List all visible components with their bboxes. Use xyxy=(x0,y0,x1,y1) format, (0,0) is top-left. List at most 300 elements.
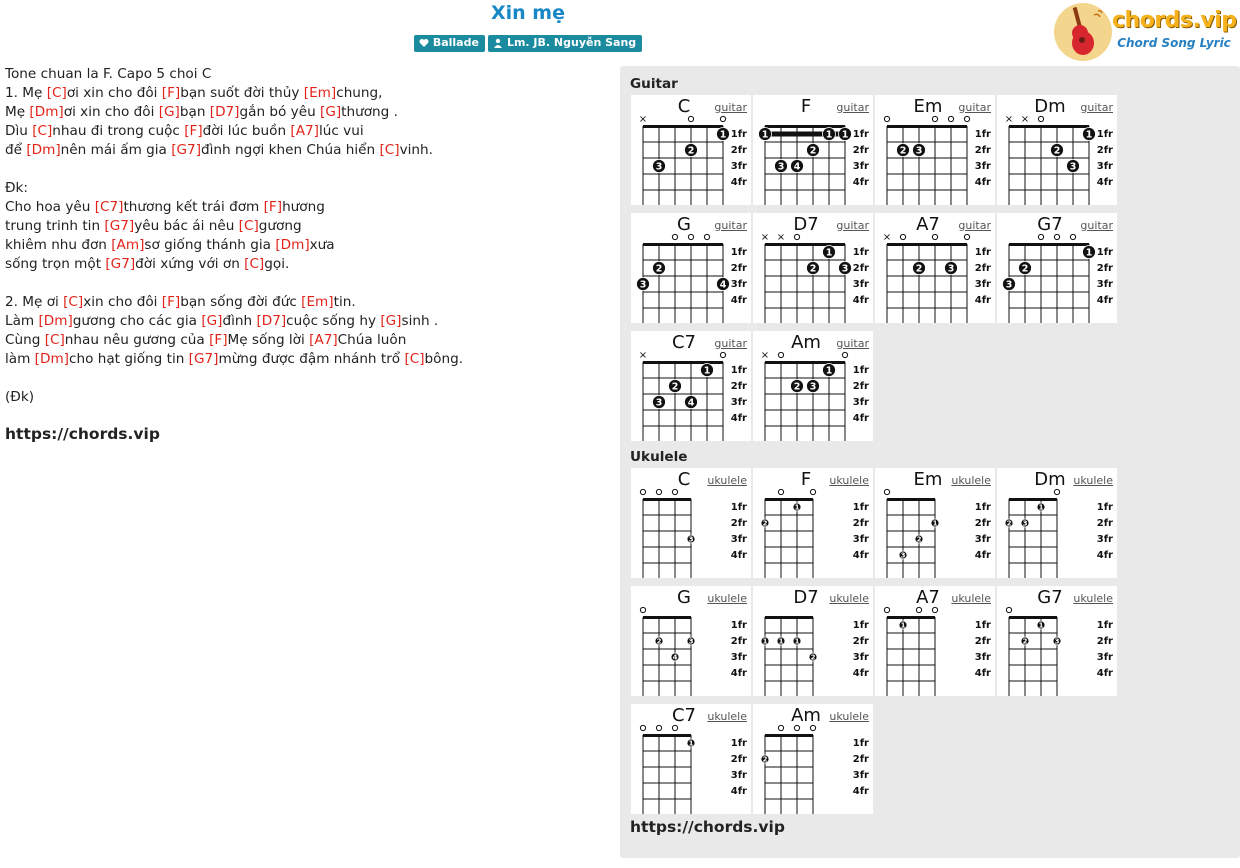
muted-string-marker: × xyxy=(1004,114,1014,125)
fret-label: 1fr xyxy=(730,502,747,513)
nut xyxy=(1009,498,1057,501)
chord-marker[interactable]: [G7] xyxy=(171,142,201,158)
chord-name: G7 xyxy=(1037,587,1063,608)
lyric-line xyxy=(5,312,605,331)
finger-number: 4 xyxy=(687,397,695,409)
logo-name: chords.vip xyxy=(1112,8,1237,33)
fret-label: 2fr xyxy=(730,518,747,529)
nut xyxy=(765,125,845,128)
instrument-link[interactable]: ukulele xyxy=(707,592,747,605)
lyric-line xyxy=(5,141,605,160)
fret-label: 1fr xyxy=(852,620,869,631)
nut xyxy=(643,243,723,246)
ukulele-chord-card[interactable] xyxy=(631,704,751,814)
chord-name: Em xyxy=(913,469,943,490)
instrument-link[interactable]: ukulele xyxy=(707,474,747,487)
fret-label: 4fr xyxy=(1096,668,1113,679)
finger-number: 1 xyxy=(1085,129,1093,141)
finger-number: 1 xyxy=(703,365,711,377)
fret-label: 4fr xyxy=(730,413,747,424)
nut xyxy=(1009,616,1057,619)
open-string-marker xyxy=(640,725,645,730)
fret-label: 2fr xyxy=(1096,263,1113,274)
ukulele-chord-card[interactable] xyxy=(753,468,873,578)
open-string-marker xyxy=(1054,234,1059,239)
finger-number: 2 xyxy=(687,145,695,157)
open-string-marker xyxy=(688,116,693,121)
lyric-text: gương xyxy=(258,218,302,234)
chord-name: G xyxy=(677,214,691,235)
finger-number: 1 xyxy=(1038,621,1044,630)
ukulele-chord-card[interactable] xyxy=(997,468,1117,578)
lyric-text: ơi xin cho đôi xyxy=(63,104,159,120)
instrument-link[interactable]: ukulele xyxy=(829,710,869,723)
lyric-text: gọi. xyxy=(264,256,290,272)
finger-number: 3 xyxy=(1054,637,1060,646)
guitar-chord-card[interactable] xyxy=(997,95,1117,205)
finger-number: 2 xyxy=(1006,519,1012,528)
finger-number: 2 xyxy=(655,263,663,275)
chord-marker[interactable]: [Dm] xyxy=(38,313,73,329)
instrument-link[interactable]: guitar xyxy=(958,219,991,232)
chord-marker[interactable]: [C] xyxy=(44,332,65,348)
chord-marker[interactable]: [D7] xyxy=(209,104,240,120)
lyric-text: đời lúc buồn xyxy=(202,123,291,139)
finger-number: 1 xyxy=(1038,503,1044,512)
nut xyxy=(765,361,845,364)
ukulele-chord-grid xyxy=(631,468,1117,814)
ukulele-chord-card[interactable] xyxy=(997,586,1117,696)
guitar-chord-card[interactable] xyxy=(997,213,1117,323)
chord-marker[interactable]: [A7] xyxy=(309,332,338,348)
lyric-text: thương kết trái đơm xyxy=(123,199,264,215)
chord-name: C xyxy=(677,96,691,117)
instrument-link[interactable]: guitar xyxy=(1080,101,1113,114)
finger-number: 3 xyxy=(900,551,906,560)
open-string-marker xyxy=(688,234,693,239)
nut xyxy=(643,498,691,501)
chord-name: Am xyxy=(791,332,821,353)
nut xyxy=(765,616,813,619)
lyric-text: để xyxy=(5,142,27,158)
ukulele-heading: Ukulele xyxy=(630,449,688,465)
lyric-text: chung, xyxy=(336,85,383,101)
ukulele-chord-card[interactable] xyxy=(631,468,751,578)
finger-number: 1 xyxy=(825,247,833,259)
open-string-marker xyxy=(810,725,815,730)
lyric-line xyxy=(5,369,605,388)
instrument-link[interactable]: guitar xyxy=(836,101,869,114)
lyric-line xyxy=(5,179,605,198)
fret-label: 1fr xyxy=(974,247,991,258)
chord-marker[interactable]: [G] xyxy=(320,104,342,120)
chord-marker[interactable]: [Dm] xyxy=(34,351,69,367)
lyric-text: mừng được đậm nhánh trổ xyxy=(218,351,405,367)
finger-number: 2 xyxy=(762,755,768,764)
chord-marker[interactable]: [C7] xyxy=(94,199,124,215)
fret-label: 3fr xyxy=(730,534,747,545)
lyric-text: yêu bác ái nêu xyxy=(134,218,239,234)
fret-label: 2fr xyxy=(730,145,747,156)
lyric-text: Làm xyxy=(5,313,39,329)
fret-label: 4fr xyxy=(852,295,869,306)
fret-label: 2fr xyxy=(852,263,869,274)
lyric-line xyxy=(5,84,605,103)
lyric-line xyxy=(5,331,605,350)
lyric-line xyxy=(5,103,605,122)
chord-marker[interactable]: [C] xyxy=(404,351,425,367)
chord-marker[interactable]: [C] xyxy=(46,85,67,101)
chord-name: D7 xyxy=(793,214,819,235)
chord-name: Am xyxy=(791,705,821,726)
ukulele-chord-card[interactable] xyxy=(753,704,873,814)
open-string-marker xyxy=(884,116,889,121)
nut xyxy=(1009,125,1089,128)
fret-label: 4fr xyxy=(730,550,747,561)
open-string-marker xyxy=(720,116,725,121)
finger-number: 1 xyxy=(761,129,769,141)
finger-number: 1 xyxy=(932,519,938,528)
chord-name: A7 xyxy=(916,587,940,608)
guitar-chord-card[interactable] xyxy=(753,213,873,323)
finger-number: 3 xyxy=(655,397,663,409)
fret-label: 3fr xyxy=(852,534,869,545)
fret-label: 3fr xyxy=(1096,161,1113,172)
lyric-text: khiêm nhu đơn xyxy=(5,237,112,253)
site-logo[interactable] xyxy=(1054,2,1240,62)
open-string-marker xyxy=(672,725,677,730)
instrument-link[interactable]: guitar xyxy=(714,219,747,232)
fret-label: 4fr xyxy=(852,786,869,797)
muted-string-marker: × xyxy=(638,114,648,125)
lyric-text: Mẹ sống lời xyxy=(227,332,310,348)
fret-label: 2fr xyxy=(1096,518,1113,529)
ukulele-chord-card[interactable] xyxy=(875,586,995,696)
guitar-chord-card[interactable] xyxy=(753,95,873,205)
lyric-text: đình ngợi khen Chúa hiển xyxy=(201,142,380,158)
open-string-marker xyxy=(794,234,799,239)
lyric-text: Đk: xyxy=(5,180,28,196)
open-string-marker xyxy=(778,489,783,494)
finger-number: 4 xyxy=(719,279,727,291)
lyric-line xyxy=(5,350,605,369)
song-badges xyxy=(0,35,1056,52)
fret-label: 4fr xyxy=(730,295,747,306)
chord-marker[interactable]: [G] xyxy=(158,104,180,120)
nut xyxy=(887,243,967,246)
lyric-text: lúc vui xyxy=(318,123,364,139)
fret-label: 4fr xyxy=(852,550,869,561)
lyric-text: vinh. xyxy=(399,142,433,158)
lyric-text: (Đk) xyxy=(5,389,35,405)
lyrics-block xyxy=(5,65,605,407)
fret-label: 3fr xyxy=(852,770,869,781)
lyric-text: thương . xyxy=(341,104,398,120)
fret-label: 1fr xyxy=(730,620,747,631)
chord-name: Dm xyxy=(1034,469,1066,490)
author-badge[interactable] xyxy=(488,35,642,52)
fret-label: 2fr xyxy=(852,381,869,392)
fret-label: 4fr xyxy=(974,668,991,679)
fret-label: 2fr xyxy=(852,145,869,156)
fret-label: 2fr xyxy=(974,145,991,156)
open-string-marker xyxy=(672,489,677,494)
fret-label: 2fr xyxy=(974,636,991,647)
fret-label: 3fr xyxy=(730,161,747,172)
guitar-chord-card[interactable] xyxy=(631,95,751,205)
fret-label: 3fr xyxy=(852,279,869,290)
guitar-chord-card[interactable] xyxy=(875,95,995,205)
chord-marker[interactable]: [Dm] xyxy=(29,104,64,120)
lyric-text: xin cho đôi xyxy=(83,294,162,310)
fret-label: 1fr xyxy=(974,502,991,513)
lyric-text: Dìu xyxy=(5,123,33,139)
lyric-line xyxy=(5,236,605,255)
lyric-line xyxy=(5,65,605,84)
fret-label: 2fr xyxy=(730,381,747,392)
lyric-text: sinh . xyxy=(401,313,439,329)
open-string-marker xyxy=(640,607,645,612)
open-string-marker xyxy=(640,489,645,494)
finger-number: 2 xyxy=(809,263,817,275)
lyric-text: xưa xyxy=(309,237,335,253)
nut xyxy=(1009,243,1089,246)
fret-label: 1fr xyxy=(974,620,991,631)
chord-marker[interactable]: [F] xyxy=(263,199,283,215)
chord-marker[interactable]: [G7] xyxy=(105,256,136,272)
instrument-link[interactable]: guitar xyxy=(714,337,747,350)
lyric-line xyxy=(5,293,605,312)
chord-name: F xyxy=(800,96,812,117)
guitar-logo-icon xyxy=(1054,3,1112,61)
open-string-marker xyxy=(948,116,953,121)
finger-number: 3 xyxy=(1005,279,1013,291)
fret-label: 1fr xyxy=(730,738,747,749)
fret-label: 4fr xyxy=(730,177,747,188)
fret-label: 1fr xyxy=(1096,502,1113,513)
lyric-text: bạn suốt đời thủy xyxy=(180,85,304,101)
fret-label: 4fr xyxy=(852,413,869,424)
chord-marker[interactable]: [F] xyxy=(161,85,181,101)
open-string-marker xyxy=(842,352,847,357)
finger-number: 2 xyxy=(810,653,816,662)
instrument-link[interactable]: ukulele xyxy=(951,592,991,605)
muted-string-marker: × xyxy=(760,232,770,243)
fret-label: 3fr xyxy=(1096,652,1113,663)
nut xyxy=(643,125,723,128)
site-url-right[interactable]: https://chords.vip xyxy=(630,818,785,836)
fret-label: 1fr xyxy=(1096,247,1113,258)
finger-number: 3 xyxy=(841,263,849,275)
fret-label: 1fr xyxy=(730,129,747,140)
chord-marker[interactable]: [A7] xyxy=(290,123,319,139)
open-string-marker xyxy=(916,607,921,612)
guitar-heading: Guitar xyxy=(630,76,678,92)
fret-label: 3fr xyxy=(852,397,869,408)
chord-name: A7 xyxy=(916,214,940,235)
chord-marker[interactable]: [Am] xyxy=(111,237,145,253)
open-string-marker xyxy=(964,234,969,239)
fret-label: 1fr xyxy=(1096,620,1113,631)
chord-marker[interactable]: [F] xyxy=(209,332,228,348)
lyric-text: sống trọn một xyxy=(5,256,106,272)
finger-number: 3 xyxy=(639,279,647,291)
chord-name: C xyxy=(677,469,691,490)
nut xyxy=(887,616,935,619)
chord-marker[interactable]: [G7] xyxy=(188,351,219,367)
fret-label: 2fr xyxy=(852,518,869,529)
open-string-marker xyxy=(884,607,889,612)
open-string-marker xyxy=(1054,489,1059,494)
finger-number: 1 xyxy=(794,503,800,512)
chord-marker[interactable]: [D7] xyxy=(256,313,287,329)
chord-marker[interactable]: [C] xyxy=(379,142,400,158)
finger-number: 1 xyxy=(762,637,768,646)
instrument-link[interactable]: ukulele xyxy=(829,592,869,605)
nut xyxy=(765,498,813,501)
chord-name: G xyxy=(677,587,691,608)
finger-number: 1 xyxy=(900,621,906,630)
fret-label: 2fr xyxy=(852,636,869,647)
lyric-text: nên mái ấm gia xyxy=(60,142,172,158)
guitar-chord-card[interactable] xyxy=(875,213,995,323)
chord-marker[interactable]: [Dm] xyxy=(275,237,310,253)
lyric-text: đình xyxy=(222,313,257,329)
guitar-chord-card[interactable] xyxy=(631,331,751,441)
finger-number: 3 xyxy=(688,535,694,544)
instrument-link[interactable]: guitar xyxy=(836,337,869,350)
fret-label: 3fr xyxy=(974,534,991,545)
lyric-text: 2. Mẹ ơi xyxy=(5,294,64,310)
lyric-line xyxy=(5,198,605,217)
instrument-link[interactable]: ukulele xyxy=(829,474,869,487)
fret-label: 3fr xyxy=(974,161,991,172)
chord-marker[interactable]: [G] xyxy=(380,313,402,329)
finger-number: 2 xyxy=(762,519,768,528)
lyric-text: gương cho các gia xyxy=(72,313,202,329)
ukulele-chord-card[interactable] xyxy=(631,586,751,696)
nut xyxy=(765,243,845,246)
guitar-chord-card[interactable] xyxy=(753,331,873,441)
instrument-link[interactable]: ukulele xyxy=(1073,592,1113,605)
instrument-link[interactable]: guitar xyxy=(958,101,991,114)
lyric-text: gắn bó yêu xyxy=(239,104,321,120)
open-string-marker xyxy=(778,725,783,730)
chord-marker[interactable]: [Em] xyxy=(303,85,337,101)
chord-marker[interactable]: [C] xyxy=(32,123,53,139)
chord-name: C7 xyxy=(671,332,697,353)
instrument-link[interactable]: guitar xyxy=(836,219,869,232)
finger-number: 2 xyxy=(916,535,922,544)
lyric-line xyxy=(5,160,605,179)
open-string-marker xyxy=(1038,234,1043,239)
fret-label: 3fr xyxy=(1096,279,1113,290)
fret-label: 1fr xyxy=(974,129,991,140)
finger-number: 4 xyxy=(672,653,678,662)
chord-marker[interactable]: [F] xyxy=(184,123,203,139)
genre-badge[interactable] xyxy=(414,35,485,52)
instrument-link[interactable]: ukulele xyxy=(951,474,991,487)
fret-label: 4fr xyxy=(974,177,991,188)
nut xyxy=(643,734,691,737)
site-url-left[interactable]: https://chords.vip xyxy=(5,425,160,443)
lyric-text: cho hạt giống tin xyxy=(69,351,189,367)
finger-number: 4 xyxy=(793,161,801,173)
finger-number: 3 xyxy=(915,145,923,157)
finger-number: 2 xyxy=(793,381,801,393)
chord-panel xyxy=(620,66,1240,858)
chord-marker[interactable]: [C] xyxy=(63,294,84,310)
fret-label: 3fr xyxy=(730,279,747,290)
open-string-marker xyxy=(932,234,937,239)
lyric-text: bạn xyxy=(179,104,210,120)
nut xyxy=(887,498,935,501)
fret-label: 1fr xyxy=(852,247,869,258)
lyric-text: sơ giống thánh gia xyxy=(144,237,276,253)
author-label: Lm. JB. Nguyễn Sang xyxy=(506,36,637,49)
fret-label: 4fr xyxy=(1096,295,1113,306)
open-string-marker xyxy=(720,352,725,357)
chord-marker[interactable]: [F] xyxy=(161,294,181,310)
nut xyxy=(765,734,813,737)
lyric-text: hương xyxy=(282,199,325,215)
chord-marker[interactable]: [Dm] xyxy=(26,142,61,158)
instrument-link[interactable]: ukulele xyxy=(707,710,747,723)
instrument-link[interactable]: guitar xyxy=(714,101,747,114)
guitar-chord-card[interactable] xyxy=(631,213,751,323)
fret-label: 1fr xyxy=(1096,129,1113,140)
open-string-marker xyxy=(1038,116,1043,121)
finger-number: 2 xyxy=(899,145,907,157)
lyric-text: tin. xyxy=(333,294,356,310)
open-string-marker xyxy=(964,116,969,121)
fret-label: 3fr xyxy=(852,161,869,172)
finger-number: 3 xyxy=(1022,519,1028,528)
chord-marker[interactable]: [C] xyxy=(244,256,265,272)
lyric-text: 1. Mẹ xyxy=(5,85,47,101)
fret-label: 3fr xyxy=(1096,534,1113,545)
finger-number: 2 xyxy=(1053,145,1061,157)
ukulele-chord-card[interactable] xyxy=(875,468,995,578)
finger-number: 2 xyxy=(656,637,662,646)
open-string-marker xyxy=(884,489,889,494)
open-string-marker xyxy=(1006,607,1011,612)
fret-label: 2fr xyxy=(1096,636,1113,647)
chord-marker[interactable]: [G] xyxy=(201,313,223,329)
chord-marker[interactable]: [Em] xyxy=(301,294,334,310)
instrument-link[interactable]: guitar xyxy=(1080,219,1113,232)
heart-icon xyxy=(419,38,429,48)
chord-marker[interactable]: [G7] xyxy=(104,218,135,234)
chord-name: G7 xyxy=(1037,214,1063,235)
chord-name: F xyxy=(800,469,812,490)
lyric-text: Cùng xyxy=(5,332,45,348)
fret-label: 1fr xyxy=(730,365,747,376)
chord-marker[interactable]: [C] xyxy=(238,218,259,234)
open-string-marker xyxy=(656,725,661,730)
fret-label: 4fr xyxy=(730,786,747,797)
fret-label: 2fr xyxy=(730,636,747,647)
chord-name: Dm xyxy=(1034,96,1066,117)
lyric-line xyxy=(5,255,605,274)
fret-label: 4fr xyxy=(974,295,991,306)
lyric-text: Cho hoa yêu xyxy=(5,199,95,215)
finger-number: 1 xyxy=(1085,247,1093,259)
instrument-link[interactable]: ukulele xyxy=(1073,474,1113,487)
open-string-marker xyxy=(778,352,783,357)
fret-label: 4fr xyxy=(974,550,991,561)
ukulele-chord-card[interactable] xyxy=(753,586,873,696)
